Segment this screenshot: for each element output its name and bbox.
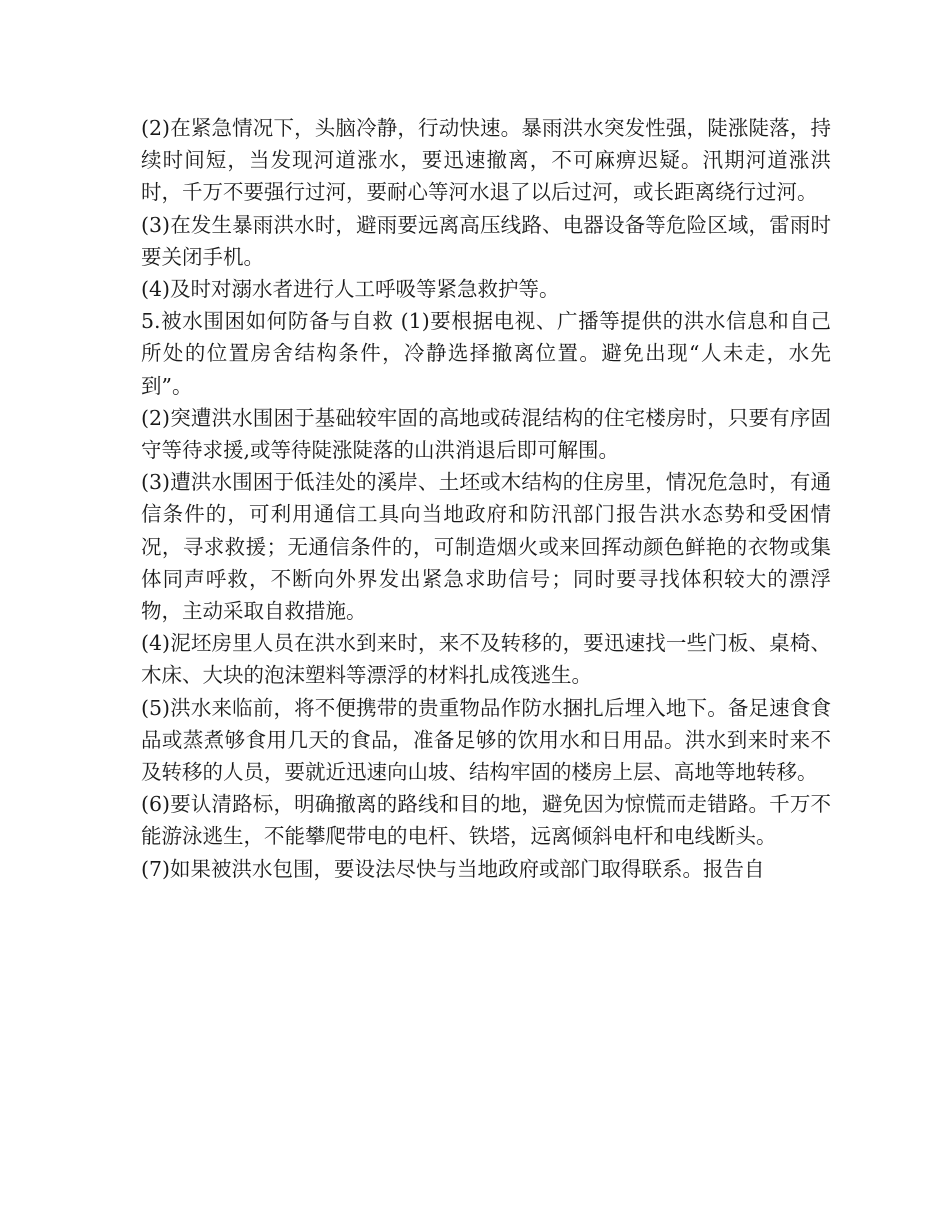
paragraph-item-4-first-aid: (4)及时对溺水者进行人工呼吸等紧急救护等。 (141, 277, 560, 302)
document-page (141, 112, 831, 885)
paragraph-item-5-prepare-supplies: (5)洪水来临前，将不便携带的贵重物品作防水捆扎后埋入地下。备足速食食品或蒸煮够食用几天的食品，准备足够的饮用水和日用品。洪水到来时来不及转移的人员，要就近迅速向山坡、结构牢固的楼房上层、高地等地转移。 (141, 695, 831, 785)
paragraph-item-7-contact-authorities: (7)如果被洪水包围，要设法尽快与当地政府或部门取得联系。报告自 (141, 856, 765, 881)
paragraph-item-3-call-for-help: (3)遭洪水围困于低洼处的溪岸、土坯或木结构的住房里，情况危急时，有通信条件的，可利用通信工具向当地政府和防汛部门报告洪水态势和受困情况，寻求救援；无通信条件的，可制造烟火或来回挥动颜色鲜艳的衣物或集体同声呼救，不断向外界发出紧急求助信号；同时要寻找体积较大的漂浮物，主动采取自救措施。 (141, 470, 831, 624)
paragraph-section-5-trapped-by-water: 5.被水围困如何防备与自救 (1)要根据电视、广播等提供的洪水信息和自己所处的位置房舍结构条件，冷静选择撤离位置。避免出现“人未走，水先到”。 (141, 309, 831, 398)
paragraph-item-2-calm-action: (2)在紧急情况下，头脑冷静，行动快速。暴雨洪水突发性强，陡涨陡落，持续时间短，当发现河道涨水，要迅速撤离，不可麻痹迟疑。汛期河道涨洪时，千万不要强行过河，要耐心等河水退了以后过河，或长距离绕行过河。 (141, 116, 831, 205)
paragraph-item-2-hold-ground: (2)突遭洪水围困于基础较牢固的高地或砖混结构的住宅楼房时，只要有序固守等待求援,或等待陡涨陡落的山洪消退后即可解围。 (141, 405, 831, 463)
paragraph-item-3-avoid-danger-zones: (3)在发生暴雨洪水时，避雨要远离高压线路、电器设备等危险区域，雷雨时要关闭手机。 (141, 212, 831, 269)
paragraph-item-4-raft-escape: (4)泥坯房里人员在洪水到来时，来不及转移的，要迅速找一些门板、桌椅、木床、大块的泡沫塑料等漂浮的材料扎成筏逃生。 (141, 631, 831, 688)
paragraph-item-6-evacuation-route: (6)要认清路标，明确撤离的路线和目的地，避免因为惊慌而走错路。千万不能游泳逃生，不能攀爬带电的电杆、铁塔，远离倾斜电杆和电线断头。 (141, 792, 831, 849)
